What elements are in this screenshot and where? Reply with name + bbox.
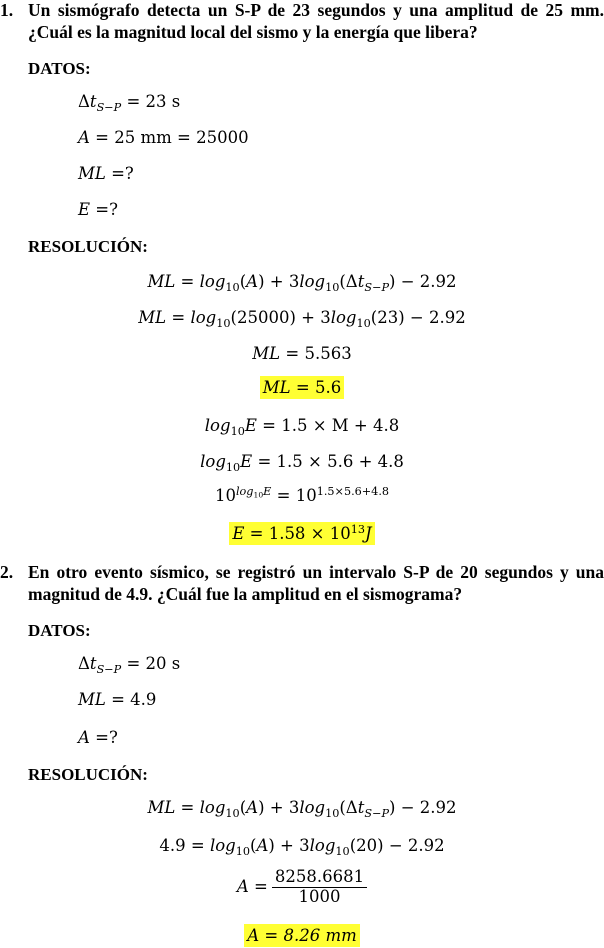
p1-e-value: =? [95, 200, 118, 219]
problem-2-line-1: En otro evento sísmico, se registró un intervalo S-P de 20 segundos y una [28, 562, 604, 582]
problem-1-number: 1. [0, 0, 14, 20]
p1-dt-value: = 23 s [126, 92, 181, 111]
p1-formula-const: − 2.92 [400, 272, 457, 291]
p1-power-exp: 1.5×5.6+4.8 [316, 484, 390, 498]
p1-subst-const: − 2.92 [409, 308, 466, 327]
p1-e-exp: 13 [350, 522, 366, 536]
p2-frac-numerator: 8258.6681 [272, 868, 367, 888]
problem-2-line-2: magnitud de 4.9. ¿Cuál fue la amplitud en el sismograma? [28, 584, 463, 604]
problem-2-resolucion-heading: RESOLUCIÓN: [28, 765, 148, 784]
p1-ml-result [0, 380, 604, 397]
p2-subst-const: − 2.92 [388, 836, 445, 855]
p2-datum-a: A =? [78, 728, 118, 747]
p2-amplitude-result [0, 928, 604, 945]
p1-ml-value: =? [111, 164, 134, 183]
p1-energy-formula-rhs: = 1.5 × M + 4.8 [262, 416, 400, 435]
p2-datum-ml: ML = 4.9 [78, 690, 157, 709]
p1-ml-result-value: = 5.6 [295, 378, 342, 397]
p2-subst-lhs: 4.9 [159, 836, 186, 855]
p2-dt-value: = 20 s [126, 654, 181, 673]
p1-formula-ml-substituted: ML = $\log_{10}(25000) + 3\log_{10}(23) - 2.92$ [138, 308, 466, 330]
p1-subst-a: (25000) [230, 308, 296, 327]
p2-a-result-value: = 8.26 mm [264, 926, 357, 945]
p1-datum-a: A = 25 mm = 25000 [78, 128, 249, 147]
p2-ml-value: = 4.9 [111, 690, 157, 709]
p2-formula-substituted: $4.9 = \log_{10}(A) + 3\log_{10}(20) - 2.92$ [159, 836, 445, 858]
p1-energy-formula: $\log_{10}E = 1.5 \times M + 4.8$ [204, 416, 400, 438]
problem-1-datos-heading: DATOS: [28, 59, 91, 78]
problem-2-datos-heading: DATOS: [28, 621, 91, 640]
p2-formula-ml: ML = $\log_{10}(A) + 3\log_{10}(\Delta t_{S-P}) - 2.92$ [147, 798, 457, 820]
p1-subst-dt: (23) [370, 308, 405, 327]
p2-formula-const: − 2.92 [400, 798, 457, 817]
problem-2-number: 2. [0, 562, 14, 582]
p1-e-unit: J [365, 524, 372, 543]
p1-a-value: = 25 mm = 25000 [95, 128, 249, 147]
p2-a-value: =? [95, 728, 118, 747]
p2-amplitude-fraction: A = $\frac{8258.6681}{1000}$ [0, 868, 604, 907]
p1-energy-power: $10^{log_{10}E} = 10^{1.5\times 5.6+4.8}$ [214, 484, 390, 505]
p1-datum-ml: ML =? [78, 164, 134, 183]
p1-power-base: 10 [295, 486, 317, 505]
p1-e-mantissa: = 1.58 × 10 [249, 524, 351, 543]
p2-fraction [272, 868, 367, 907]
p1-energy-substituted: $\log_{10}E = 1.5 \times 5.6 + 4.8$ [200, 452, 404, 474]
p1-energy-result [0, 522, 604, 543]
p1-formula-ml: ML = $\log_{10}(A) + 3\log_{10}(\Delta t_{S-P}) - 2.92$ [147, 272, 457, 294]
problem-1-line-2: ¿Cuál es la magnitud local del sismo y la energía que libera? [28, 22, 478, 42]
p1-ml-result-highlight: ML = 5.6 [260, 376, 344, 399]
p2-datum-dt: $\Delta t_{S-P} = 20$ s [78, 654, 181, 676]
p2-amplitude-result-highlight: A = 8.26 mm [244, 924, 360, 947]
p1-energy-result-highlight: $E = 1.58 \times 10^{13}J$ [229, 522, 374, 545]
p2-frac-denominator: 1000 [298, 886, 341, 906]
p1-datum-e: E =? [78, 200, 118, 219]
p2-subst-dt: (20) [349, 836, 384, 855]
p1-energy-subst-rhs: = 1.5 × 5.6 + 4.8 [257, 452, 404, 471]
p1-ml-raw-value: = 5.563 [285, 344, 352, 363]
problem-1-resolucion-heading: RESOLUCIÓN: [28, 237, 148, 256]
problem-1-line-1: Un sismógrafo detecta un S-P de 23 segundos y una amplitud de 25 mm. [28, 0, 604, 20]
p1-ml-raw: ML = 5.563 [252, 344, 352, 363]
p1-datum-dt: $\Delta t_{S-P} = 23$ s [78, 92, 181, 114]
